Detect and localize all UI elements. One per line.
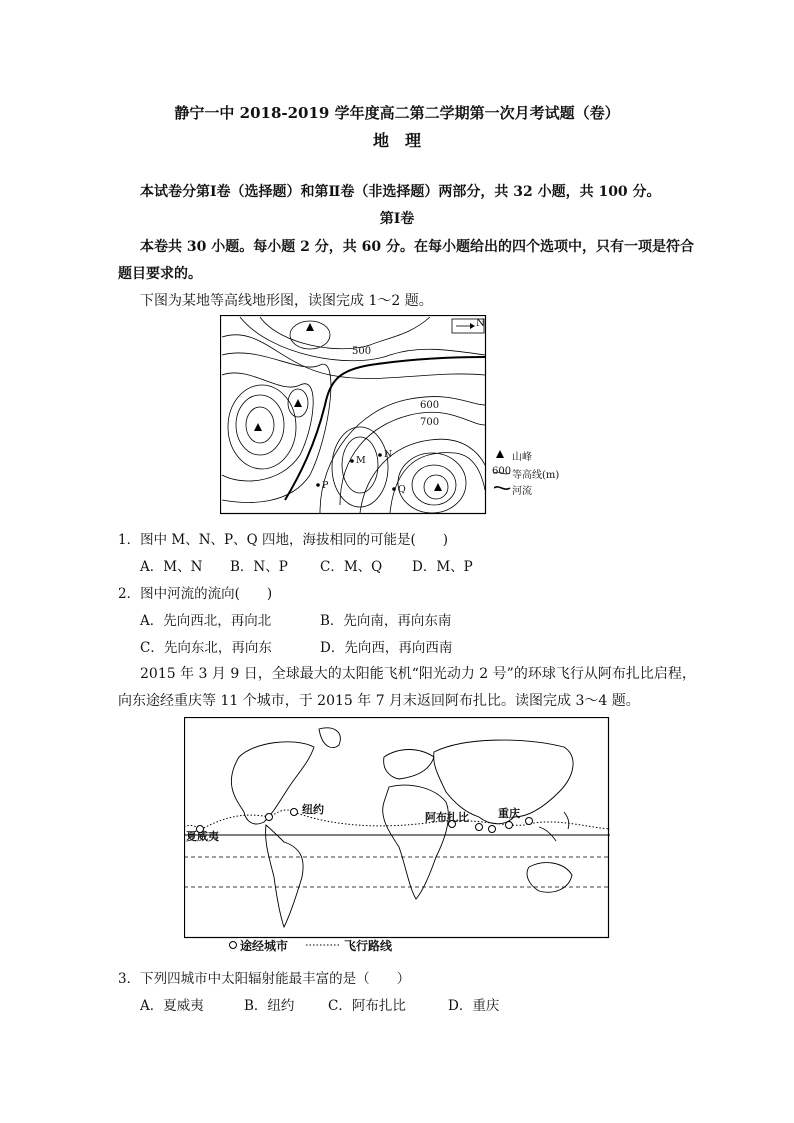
section-desc-line1: 本卷共 30 小题。每小题 2 分，共 60 分。在每小题给出的四个选项中，只有一项是符合 [140,239,694,255]
legend-city-icon [228,940,238,950]
point-m: M [356,455,366,466]
intro-text: 本试卷分第Ⅰ卷（选择题）和第Ⅱ卷（非选择题）两部分，共 32 小题，共 100 分。 [140,184,661,200]
legend-contour-sample: 600 [492,466,512,477]
q3-option-c[interactable]: C．阿布扎比 [328,998,406,1014]
legend-route: 飞行路线 [344,939,393,953]
city-label-abudhabi: 阿布扎比 [425,811,469,824]
city-label-hawaii: 夏威夷 [186,830,219,843]
city-marker [291,809,298,816]
q1-option-d[interactable]: D．M、P [412,559,473,575]
q3-option-a[interactable]: A．夏威夷 [140,998,204,1014]
q2-option-d[interactable]: D．先向西，再向西南 [320,640,453,656]
city-label-chongqing: 重庆 [498,807,520,820]
world-map [184,717,610,939]
section-heading: 第Ⅰ卷 [379,211,415,227]
contour-label-700: 700 [420,417,440,428]
group2-lead-line2: 向东途经重庆等 11 个城市，于 2015 年 7 月末返回阿布扎比。读图完成 3～4 题。 [118,693,640,709]
group1-lead: 下图为某地等高线地形图，读图完成 1～2 题。 [140,293,433,309]
exam-title: 静宁一中 2018-2019 学年度高二第二学期第一次月考试题（卷） [174,104,620,122]
group2-lead-line1: 2015 年 3 月 9 日，全球最大的太阳能飞机“阳光动力 2 号”的环球飞行从阿布扎比启程， [140,666,696,682]
legend-peak: 山峰 [512,452,532,463]
peak-icon [496,450,504,458]
legend-route-icon [306,941,342,949]
q2-option-a[interactable]: A．先向西北，再向北 [140,613,272,629]
city-marker [476,824,483,831]
q1-option-a[interactable]: A．M、N [140,559,203,575]
contour-label-600: 600 [420,400,440,411]
city-label-newyork: 纽约 [302,803,324,816]
q1-stem: 1．图中 M、N、P、Q 四地，海拔相同的可能是( ) [118,532,448,548]
point-p: P [322,480,329,491]
point-n: N [384,449,393,460]
section-desc-line2: 题目要求的。 [118,266,202,282]
q3-stem: 3．下列四城市中太阳辐射能最丰富的是（ ） [118,971,411,987]
subject-title: 地 理 [372,131,421,150]
q3-option-b[interactable]: B．纽约 [244,998,295,1014]
q1-option-b[interactable]: B．N、P [230,559,288,575]
city-marker [266,814,273,821]
city-marker [526,818,533,825]
q2-option-b[interactable]: B．先向南，再向东南 [320,613,452,629]
q2-option-c[interactable]: C．先向东北，再向东 [140,640,272,656]
north-label: N [476,318,485,329]
q3-option-d[interactable]: D．重庆 [448,998,500,1014]
contour-map [220,315,490,515]
legend-city: 途经城市 [240,939,289,953]
legend-contour: 等高线(m) [512,470,560,481]
legend-river: 河流 [512,486,532,497]
city-marker [506,822,513,829]
q2-stem: 2．图中河流的流向( ) [118,586,273,602]
contour-label-500: 500 [352,346,372,357]
q1-option-c[interactable]: C．M、Q [320,559,383,575]
city-marker [489,826,496,833]
point-q: Q [398,484,406,495]
